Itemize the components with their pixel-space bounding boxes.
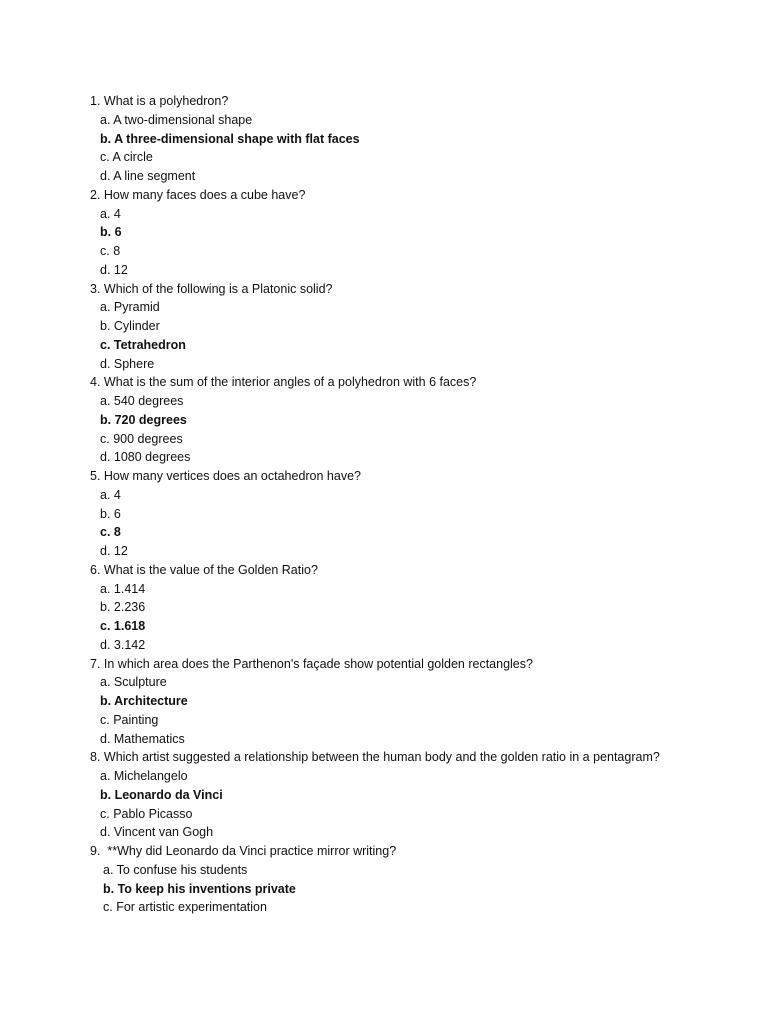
answer-option-d: d. 12	[100, 544, 128, 558]
answer-option-c-correct: c. 8	[100, 525, 121, 540]
question-text: 7. In which area does the Parthenon's façade show potential golden rectangles?	[90, 656, 533, 671]
answer-option-b-correct: b. 720 degrees	[100, 412, 187, 427]
question-8	[90, 748, 750, 842]
quiz-document	[90, 92, 750, 917]
answer-option-a: a. Sculpture	[100, 675, 167, 690]
answer-option-b: b. 6	[100, 506, 121, 521]
answer-option-a: a. 1.414	[100, 581, 146, 596]
answer-option-d: d. 12	[100, 262, 128, 277]
answer-option-b-correct: b. Architecture	[100, 694, 188, 708]
answer-option-c: c. For artistic experimentation	[103, 900, 267, 915]
answer-option-d: d. 1080 degrees	[100, 450, 191, 465]
answer-option-c-correct: c. Tetrahedron	[100, 337, 186, 352]
answer-option-b: b. Cylinder	[100, 319, 160, 333]
question-text: 6. What is the value of the Golden Ratio?	[90, 562, 318, 577]
answer-option-a: a. 4	[100, 206, 121, 221]
question-6	[90, 561, 750, 655]
answer-option-b-correct: b. 6	[100, 225, 122, 240]
answer-option-b-correct: b. To keep his inventions private	[103, 881, 296, 896]
answer-option-d: d. 3.142	[100, 637, 146, 652]
answer-option-b: b. 2.236	[100, 600, 146, 615]
question-text: 4. What is the sum of the interior angles of a polyhedron with 6 faces?	[90, 375, 477, 390]
answer-option-c-correct: c. 1.618	[100, 619, 146, 633]
answer-option-a: a. To confuse his students	[103, 862, 248, 877]
answer-option-a: a. Michelangelo	[100, 769, 188, 783]
question-5	[90, 467, 750, 561]
question-4	[90, 373, 750, 467]
answer-option-b-correct: b. Leonardo da Vinci	[100, 787, 223, 802]
question-1	[90, 92, 750, 186]
answer-option-a: a. Pyramid	[100, 300, 160, 315]
question-text: 5. How many vertices does an octahedron have?	[90, 469, 361, 483]
question-9	[90, 842, 750, 917]
question-text: 9. **Why did Leonardo da Vinci practice mirror writing?	[90, 844, 397, 858]
question-text: 1. What is a polyhedron?	[90, 94, 229, 108]
question-3	[90, 280, 750, 374]
answer-option-c: c. Painting	[100, 712, 159, 727]
answer-option-c: c. A circle	[100, 150, 153, 165]
answer-option-a: a. 4	[100, 487, 121, 502]
answer-option-c: c. 900 degrees	[100, 431, 183, 446]
question-2	[90, 186, 750, 280]
answer-option-d: d. Mathematics	[100, 731, 185, 746]
answer-option-d: d. Sphere	[100, 356, 155, 371]
answer-option-c: c. 8	[100, 244, 121, 258]
question-text: 8. Which artist suggested a relationship between the human body and the golden ratio in a pentagram?	[90, 750, 660, 765]
question-text: 2. How many faces does a cube have?	[90, 187, 306, 202]
answer-option-b-correct: b. A three-dimensional shape with flat faces	[100, 131, 360, 146]
answer-option-a: a. 540 degrees	[100, 394, 184, 408]
answer-option-a: a. A two-dimensional shape	[100, 112, 253, 127]
answer-option-c: c. Pablo Picasso	[100, 806, 193, 821]
answer-option-d: d. A line segment	[100, 169, 196, 183]
answer-option-d: d. Vincent van Gogh	[100, 825, 214, 840]
question-7	[90, 655, 750, 749]
question-text: 3. Which of the following is a Platonic solid?	[90, 281, 333, 296]
